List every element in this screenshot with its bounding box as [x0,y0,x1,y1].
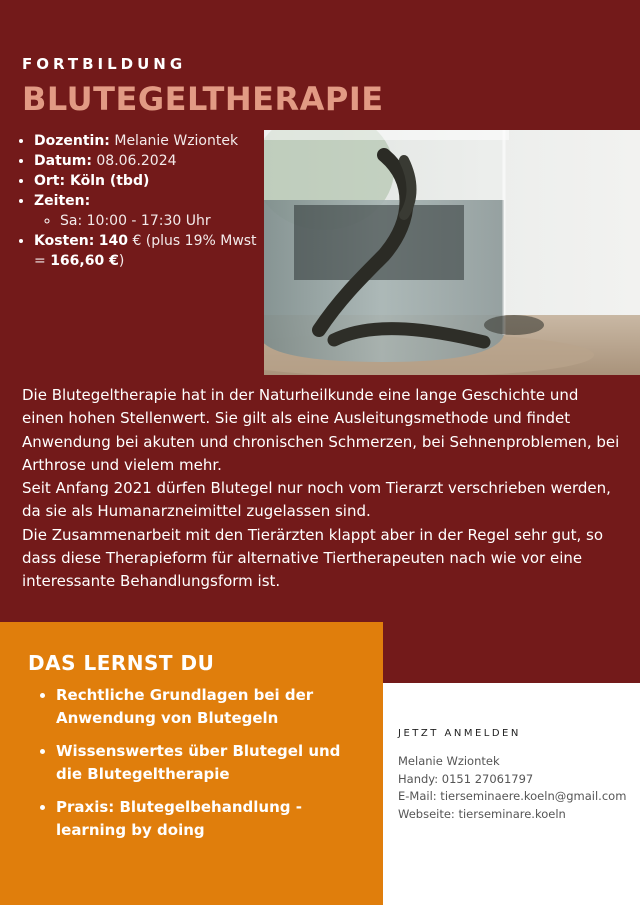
learn-item: • Praxis: Blutegelbehandlung - learning by doing [56,796,356,842]
learn-panel [0,622,383,905]
learn-item: • Wissenswertes über Blutegel und die Blutegeltherapie [56,740,356,786]
learn-list [36,684,356,852]
info-lecturer: • Dozentin: Melanie Wziontek [34,131,264,151]
contact-heading: JETZT ANMELDEN [398,728,521,739]
info-location: • Ort: Köln (tbd) [34,171,264,191]
contact-name: Melanie Wziontek [398,754,500,768]
times-list [34,211,264,231]
contact-website[interactable]: Webseite: tierseminare.koeln [398,806,566,821]
leech-jar-photo [264,130,640,375]
info-list [14,131,264,271]
kicker: FORTBILDUNG [22,55,187,73]
course-info [14,131,264,271]
contact-phone[interactable]: Handy: 0151 27061797 [398,771,534,786]
learn-heading: DAS LERNST DU [28,651,215,675]
description-paragraph: Die Blutegeltherapie hat in der Naturheilkunde eine lange Geschichte und einen hohen Stellenwert. Sie gilt als eine Ausleitungsmethode und findet Anwendung bei akuten und chronischen Schmerzen, bei Sehnenproblemen, bei Arthrose und vielem mehr. [22,386,620,474]
description-paragraph: Seit Anfang 2021 dürfen Blutegel nur noch vom Tierarzt verschrieben werden, da sie als Humanarzneimittel zugelassen sind. [22,479,611,521]
info-date: • Datum: 08.06.2024 [34,151,264,171]
contact-details [398,753,626,823]
learn-item: • Rechtliche Grundlagen bei der Anwendung von Blutegeln [56,684,356,730]
description-paragraph: Die Zusammenarbeit mit den Tierärzten klappt aber in der Regel sehr gut, so dass diese Therapieform für alternative Tiertherapeuten nach wie vor eine interessante Behandlungsform ist. [22,525,604,591]
info-times: • Zeiten: ◦ Sa: 10:00 - 17:30 Uhr [34,191,264,231]
page-title: BLUTEGELTHERAPIE [22,80,384,118]
info-cost: • Kosten: 140 € (plus 19% Mwst = 166,60 €) [34,231,264,271]
info-time-sat: ◦ Sa: 10:00 - 17:30 Uhr [60,211,264,231]
contact-email[interactable]: E-Mail: tierseminaere.koeln@gmail.com [398,789,627,803]
contact-panel [383,683,640,905]
description [22,384,622,594]
